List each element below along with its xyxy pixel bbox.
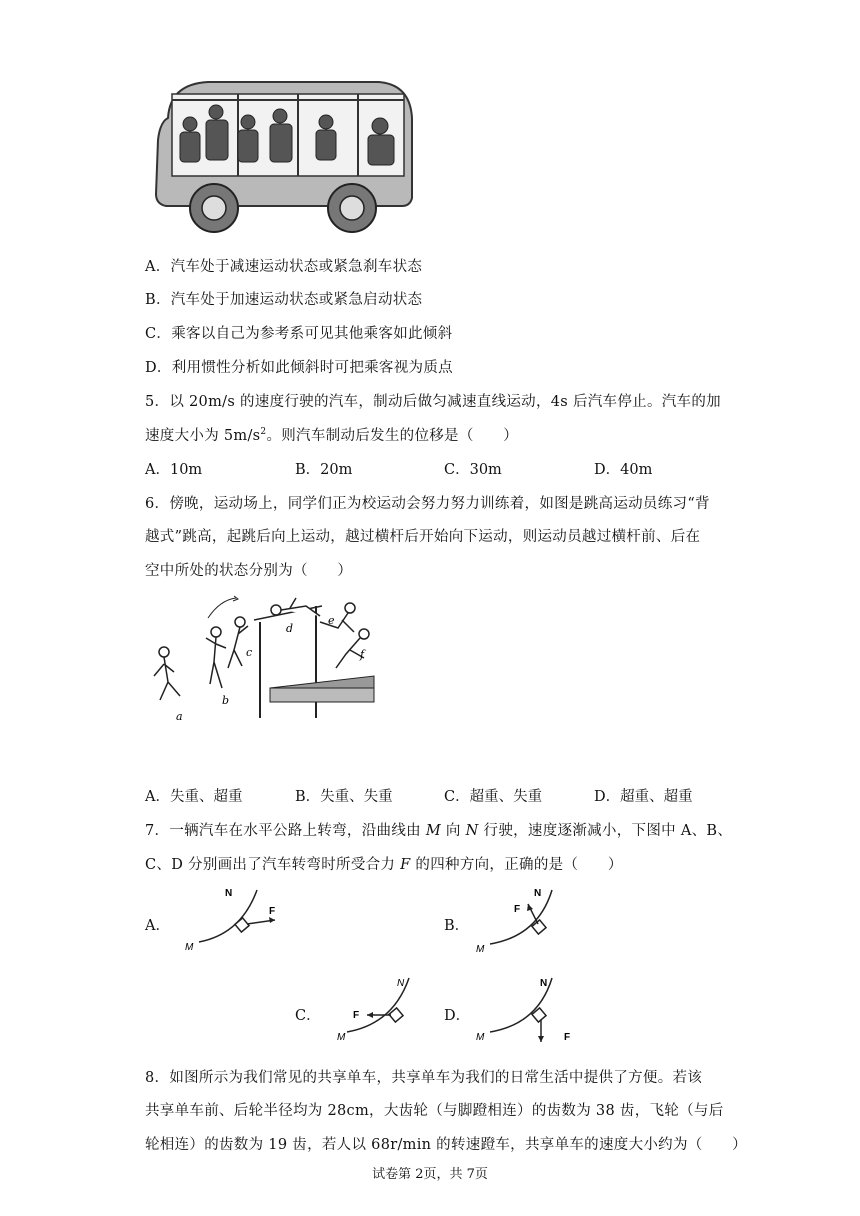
q4-option-a: A．汽车处于减速运动状态或紧急刹车状态 xyxy=(145,259,423,275)
q8-stem-line2: 共享单车前、后轮半径均为 28cm，大齿轮（与脚蹬相连）的齿数为 38 齿，飞轮（与后 xyxy=(145,1103,724,1119)
q4-option-c: C．乘客以自己为参考系可见其他乘客如此倾斜 xyxy=(145,326,453,342)
q6-stem-line3: 空中所处的状态分别为（ ） xyxy=(145,563,353,579)
q7-option-c-label: C． xyxy=(295,1008,321,1024)
page-footer: 试卷第 2页，共 7页 xyxy=(372,1167,488,1182)
q7-diagram-b xyxy=(476,882,586,954)
q6-stem-line1: 6．傍晚，运动场上，同学们正为校运动会努力努力训练着，如图是跳高运动员练习“背 xyxy=(145,496,710,512)
fig-label-c: c xyxy=(246,646,253,659)
q4-option-b: B．汽车处于加速运动状态或紧急启动状态 xyxy=(145,292,423,308)
svg-text:F: F xyxy=(514,904,521,915)
q8-stem-line3: 轮相连）的齿数为 19 齿，若人以 68r/min 的转速蹬车，共享单车的速度大小约为（ ） xyxy=(145,1137,747,1153)
fig-label-e: e xyxy=(328,614,335,627)
q8-stem-line1: 8．如图所示为我们常见的共享单车，共享单车为我们的日常生活中提供了方便。若该 xyxy=(145,1070,703,1086)
q7-stem-line1: 7．一辆汽车在水平公路上转弯，沿曲线由 M 向 N 行驶，速度逐渐减小，下图中 A、B、 xyxy=(145,823,733,839)
q6-option-a: A．失重、超重 xyxy=(145,789,243,805)
q6-option-b: B．失重、失重 xyxy=(295,789,393,805)
q6-stem-line2: 越式”跳高，起跳后向上运动，越过横杆后开始向下运动，则运动员越过横杆前、后在 xyxy=(145,529,701,545)
svg-text:M: M xyxy=(476,1032,485,1043)
q7-option-d-label: D． xyxy=(444,1008,471,1024)
q7-diagram-d xyxy=(476,970,586,1046)
fig-label-b: b xyxy=(222,694,230,707)
high-jump-figure xyxy=(150,592,390,732)
q7-option-b-label: B． xyxy=(444,918,470,934)
svg-text:F: F xyxy=(564,1032,571,1043)
q5-option-b: B．20m xyxy=(295,462,353,478)
svg-text:M: M xyxy=(185,942,194,953)
q5-stem-line1: 5．以 20m/s 的速度行驶的汽车，制动后做匀减速直线运动，4s 后汽车停止。汽车的加 xyxy=(145,394,721,410)
q5-option-d: D．40m xyxy=(594,462,653,478)
q5-option-a: A．10m xyxy=(145,462,203,478)
fig-label-a: a xyxy=(176,710,183,723)
svg-text:M: M xyxy=(476,944,485,954)
q7-diagram-a xyxy=(185,882,295,954)
q5-option-c: C．30m xyxy=(444,462,502,478)
fig-label-d: d xyxy=(286,622,294,635)
svg-text:N: N xyxy=(397,978,405,989)
svg-text:F: F xyxy=(353,1010,360,1021)
q7-diagram-c xyxy=(337,970,437,1042)
q7-stem-line2: C、D 分别画出了汽车转弯时所受合力 F 的四种方向，正确的是（ ） xyxy=(145,857,623,873)
q7-option-a-label: A． xyxy=(145,918,170,934)
svg-text:N: N xyxy=(540,978,548,989)
q4-option-d: D．利用惯性分析如此倾斜时可把乘客视为质点 xyxy=(145,360,453,376)
q6-option-d: D．超重、超重 xyxy=(594,789,693,805)
svg-text:N: N xyxy=(225,888,233,899)
svg-text:N: N xyxy=(534,888,542,899)
svg-text:M: M xyxy=(337,1032,346,1042)
q5-stem-line2: 速度大小为 $5m/s^2$。则汽车制动后发生的位移是（ ） xyxy=(145,427,519,444)
bus-figure xyxy=(148,78,418,238)
fig-label-f: f xyxy=(360,648,365,661)
svg-text:F: F xyxy=(269,906,276,917)
q6-option-c: C．超重、失重 xyxy=(444,789,543,805)
